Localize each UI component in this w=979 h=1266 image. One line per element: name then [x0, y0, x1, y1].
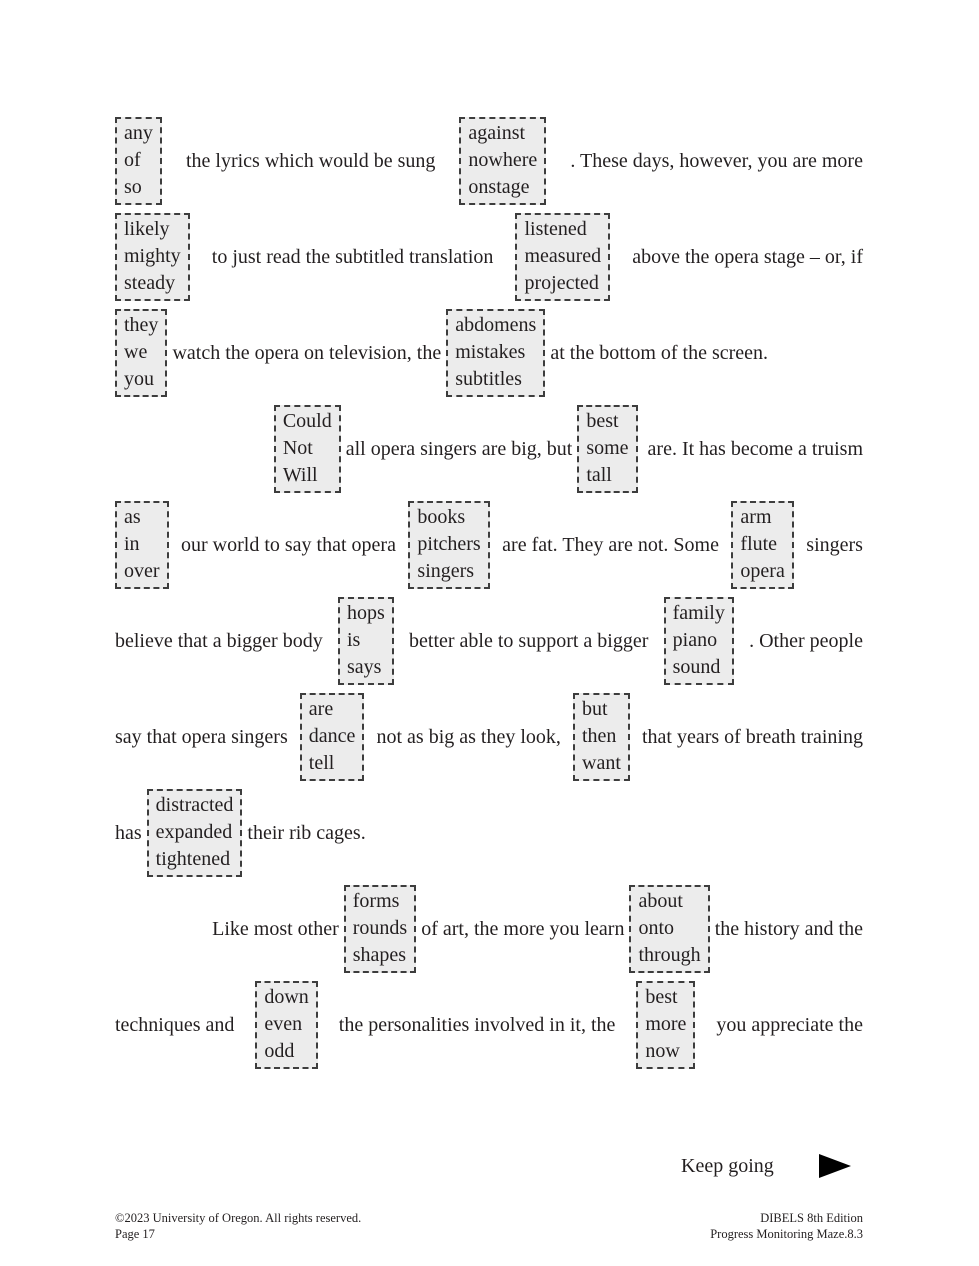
maze-choice-option[interactable]: pitchers: [417, 533, 481, 555]
maze-choice-option[interactable]: expanded: [155, 821, 233, 843]
maze-choice-option[interactable]: but: [582, 698, 608, 720]
passage-text: are. It has become a truism: [642, 437, 863, 460]
maze-choice-box[interactable]: [446, 309, 545, 397]
passage-text: watch the opera on television, the: [172, 341, 442, 364]
maze-choice-box[interactable]: [115, 501, 169, 589]
maze-choice-option[interactable]: says: [346, 656, 382, 678]
maze-choice-box[interactable]: [408, 501, 489, 589]
copyright-text: ©2023 University of Oregon. All rights reserved.: [115, 1211, 362, 1225]
passage-text: not as big as they look,: [376, 725, 561, 748]
maze-choice-option[interactable]: arm: [740, 506, 772, 528]
maze-choice-option[interactable]: are: [308, 698, 334, 720]
footer-left: [115, 1210, 361, 1242]
passage-text: . These days, however, you are more: [570, 149, 863, 172]
maze-choice-option[interactable]: Could: [282, 410, 332, 432]
maze-choice-option[interactable]: more: [645, 1013, 687, 1035]
maze-choice-box[interactable]: [115, 117, 162, 205]
passage-line: [115, 117, 863, 205]
maze-choice-option[interactable]: sound: [672, 656, 721, 678]
passage-text: believe that a bigger body: [115, 629, 323, 652]
maze-choice-option[interactable]: odd: [264, 1040, 295, 1062]
passage-text: the history and the: [714, 917, 863, 940]
passage-text: has: [115, 821, 142, 844]
maze-choice-option[interactable]: family: [672, 602, 725, 624]
maze-choice-option[interactable]: distracted: [155, 794, 234, 816]
maze-choice-option[interactable]: best: [645, 986, 678, 1008]
maze-choice-option[interactable]: some: [586, 437, 629, 459]
maze-choice-option[interactable]: mistakes: [455, 341, 526, 363]
maze-choice-box[interactable]: [577, 405, 637, 493]
maze-choice-option[interactable]: you: [124, 368, 154, 390]
footer-right: [710, 1210, 863, 1242]
maze-choice-option[interactable]: even: [264, 1013, 303, 1035]
maze-choice-option[interactable]: forms: [352, 890, 400, 912]
maze-choice-option[interactable]: want: [582, 752, 621, 774]
maze-choice-option[interactable]: then: [582, 725, 617, 747]
maze-choice-option[interactable]: down: [264, 986, 309, 1008]
maze-choice-option[interactable]: likely: [124, 218, 170, 240]
maze-choice-option[interactable]: mighty: [124, 245, 181, 267]
passage-text: Like most other: [212, 917, 339, 940]
keep-going-label: Keep going: [681, 1154, 774, 1177]
maze-choice-option[interactable]: any: [124, 122, 153, 144]
maze-choice-option[interactable]: projected: [524, 272, 599, 294]
keep-going-prompt[interactable]: [681, 1154, 851, 1178]
passage-line: [115, 501, 863, 589]
maze-choice-option[interactable]: in: [124, 533, 140, 555]
page-number: Page 17: [115, 1227, 155, 1241]
passage-line: [115, 597, 863, 685]
triangle-right-arrow-icon: [819, 1154, 851, 1178]
maze-choice-option[interactable]: as: [124, 506, 141, 528]
passage-text: of art, the more you learn: [421, 917, 625, 940]
maze-choice-option[interactable]: is: [346, 629, 361, 651]
passage-text: say that opera singers: [115, 725, 288, 748]
maze-choice-box[interactable]: [636, 981, 695, 1069]
passage-text: . Other people: [749, 629, 863, 652]
passage-text: our world to say that opera: [181, 533, 396, 556]
maze-choice-option[interactable]: against: [468, 122, 526, 144]
maze-choice-option[interactable]: piano: [672, 629, 718, 651]
passage-line: [115, 885, 863, 973]
maze-choice-option[interactable]: tightened: [155, 848, 231, 870]
passage-text: to just read the subtitled translation: [211, 245, 494, 268]
maze-choice-option[interactable]: of: [124, 149, 141, 171]
maze-choice-box[interactable]: [664, 597, 734, 685]
passage-text: are fat. They are not. Some: [502, 533, 719, 556]
maze-choice-option[interactable]: through: [638, 944, 701, 966]
passage-text: the personalities involved in it, the: [338, 1013, 616, 1036]
maze-choice-option[interactable]: dance: [308, 725, 356, 747]
maze-choice-option[interactable]: shapes: [352, 944, 407, 966]
maze-choice-option[interactable]: flute: [740, 533, 778, 555]
passage-text: the lyrics which would be sung: [185, 149, 436, 172]
maze-choice-box[interactable]: [459, 117, 546, 205]
maze-choice-box[interactable]: [274, 405, 341, 493]
passage-line: [115, 981, 863, 1069]
maze-choice-option[interactable]: best: [586, 410, 619, 432]
maze-choice-option[interactable]: over: [124, 560, 160, 582]
maze-choice-box[interactable]: [573, 693, 630, 781]
maze-choice-option[interactable]: Will: [282, 464, 318, 486]
maze-choice-option[interactable]: opera: [740, 560, 785, 582]
form-id: Progress Monitoring Maze.8.3: [710, 1227, 863, 1241]
maze-choice-option[interactable]: they: [124, 314, 159, 336]
passage-text: their rib cages.: [247, 821, 366, 844]
maze-choice-box[interactable]: [115, 213, 190, 301]
maze-choice-option[interactable]: measured: [524, 245, 602, 267]
passage-line: [115, 309, 863, 397]
maze-choice-option[interactable]: so: [124, 176, 142, 198]
maze-choice-option[interactable]: now: [645, 1040, 680, 1062]
maze-choice-option[interactable]: tall: [586, 464, 612, 486]
passage-line: [115, 405, 863, 493]
maze-choice-option[interactable]: abdomens: [455, 314, 537, 336]
maze-choice-option[interactable]: nowhere: [468, 149, 538, 171]
maze-choice-box[interactable]: [731, 501, 793, 589]
maze-choice-option[interactable]: steady: [124, 272, 176, 294]
maze-choice-option[interactable]: rounds: [352, 917, 408, 939]
edition-text: DIBELS 8th Edition: [760, 1211, 863, 1225]
maze-choice-option[interactable]: listened: [524, 218, 587, 240]
passage-text: you appreciate the: [716, 1013, 863, 1036]
maze-choice-box[interactable]: [344, 885, 416, 973]
passage-line: [115, 213, 863, 301]
passage-line: [115, 693, 863, 781]
passage-text: all opera singers are big, but: [345, 437, 573, 460]
maze-choice-box[interactable]: [515, 213, 610, 301]
passage-text: at the bottom of the screen.: [550, 341, 769, 364]
maze-choice-box[interactable]: [300, 693, 365, 781]
passage-text: that years of breath training: [641, 725, 863, 748]
maze-choice-option[interactable]: books: [417, 506, 466, 528]
maze-choice-box[interactable]: [629, 885, 709, 973]
maze-choice-option[interactable]: subtitles: [455, 368, 522, 390]
maze-choice-option[interactable]: onstage: [468, 176, 530, 198]
passage-text: singers: [806, 533, 863, 556]
maze-choice-option[interactable]: hops: [346, 602, 385, 624]
maze-choice-option[interactable]: Not: [282, 437, 313, 459]
maze-choice-box[interactable]: [338, 597, 394, 685]
maze-choice-box[interactable]: [255, 981, 317, 1069]
maze-choice-option[interactable]: we: [124, 341, 148, 363]
passage-text: above the opera stage – or, if: [632, 245, 863, 268]
passage-line: [115, 789, 863, 877]
passage-text: better able to support a bigger: [409, 629, 649, 652]
maze-choice-box[interactable]: [115, 309, 167, 397]
maze-choice-option[interactable]: onto: [638, 917, 675, 939]
maze-choice-box[interactable]: [147, 789, 243, 877]
maze-choice-option[interactable]: singers: [417, 560, 475, 582]
maze-choice-option[interactable]: tell: [308, 752, 335, 774]
maze-choice-option[interactable]: about: [638, 890, 683, 912]
passage-text: techniques and: [115, 1013, 235, 1036]
